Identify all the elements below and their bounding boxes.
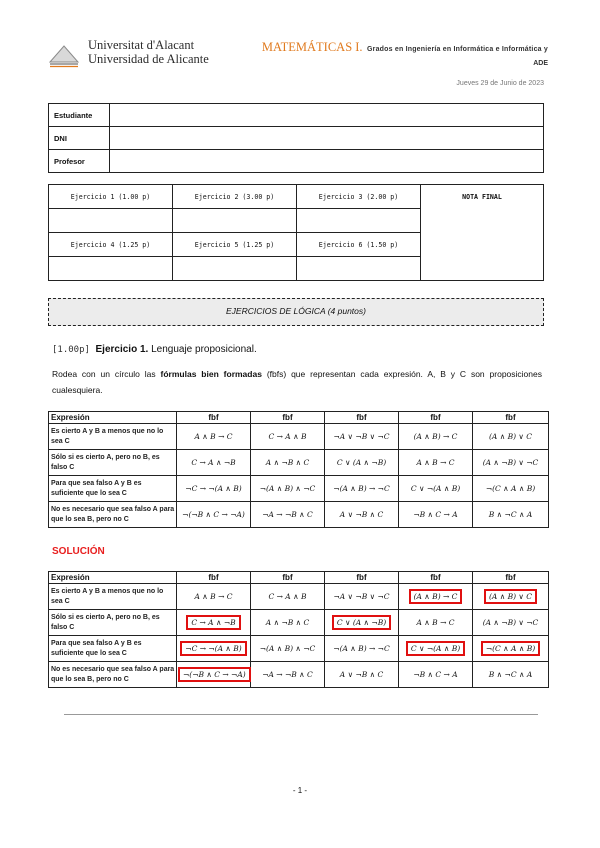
exercise-statement	[52, 366, 542, 398]
formula: ¬B ∧ C → A	[413, 510, 458, 519]
expression-cell: No es necesario que sea falso A para que lo sea B, pero no C	[49, 662, 177, 688]
formula: A ∧ B → C	[194, 432, 233, 441]
table-row	[49, 424, 549, 450]
section-banner: EJERCICIOS DE LÓGICA (4 puntos)	[48, 298, 544, 326]
expression-cell: Es cierto A y B a menos que no lo sea C	[49, 584, 177, 610]
formula: A ∧ B → C	[416, 458, 455, 467]
formula-cell[interactable]	[177, 584, 251, 610]
university-name-valencian: Universitat d'Alacant	[88, 38, 195, 52]
table-row	[49, 450, 549, 476]
formula-cell[interactable]	[325, 424, 399, 450]
student-info-table	[48, 103, 544, 173]
professor-label: Profesor	[49, 150, 110, 173]
exercise-number: Ejercicio 1.	[95, 344, 149, 355]
university-name-spanish: Universidad de Alicante	[88, 52, 209, 66]
formula-cell[interactable]	[177, 636, 251, 662]
exercise-title	[52, 344, 257, 355]
formula-cell[interactable]	[177, 502, 251, 528]
formula: A ∧ B → C	[416, 618, 455, 627]
formula-cell[interactable]	[177, 476, 251, 502]
formula-cell[interactable]	[251, 636, 325, 662]
circled-formula: ¬(C ∧ A ∧ B)	[481, 641, 540, 656]
formula-cell[interactable]	[399, 424, 473, 450]
formula-cell[interactable]	[473, 450, 549, 476]
circled-formula: ¬(¬B ∧ C → ¬A)	[178, 667, 251, 682]
formula: C → A ∧ B	[268, 432, 307, 441]
formula: (A ∧ ¬B) ∨ ¬C	[482, 618, 539, 627]
formula-cell[interactable]	[325, 450, 399, 476]
formula-cell[interactable]	[473, 584, 549, 610]
course-info	[258, 38, 548, 67]
formula: A ∨ ¬B ∧ C	[339, 510, 384, 519]
circled-formula: C ∨ (A ∧ ¬B)	[332, 615, 391, 630]
fbf-header: fbf	[251, 412, 325, 424]
formula-cell[interactable]	[473, 610, 549, 636]
fbf-header: fbf	[177, 412, 251, 424]
expression-cell: Para que sea falso A y B es suficiente que lo sea C	[49, 476, 177, 502]
formula: C → A ∧ B	[268, 592, 307, 601]
formula: ¬(A ∧ B) ∧ ¬C	[259, 644, 316, 653]
grade-header: Ejercicio 4 (1.25 p)	[49, 233, 173, 257]
fbf-header: fbf	[473, 572, 549, 584]
formula-cell[interactable]	[399, 450, 473, 476]
expression-header: Expresión	[49, 412, 177, 424]
fbf-header: fbf	[473, 412, 549, 424]
formula: (A ∧ B) ∨ C	[488, 432, 533, 441]
circled-formula: C ∨ ¬(A ∧ B)	[406, 641, 465, 656]
grade-header: Ejercicio 3 (2.00 p)	[297, 185, 421, 209]
grade-cell[interactable]	[173, 257, 297, 281]
formula-cell[interactable]	[399, 610, 473, 636]
formula-cell[interactable]	[473, 424, 549, 450]
fbf-header: fbf	[399, 572, 473, 584]
formula: A ∨ ¬B ∧ C	[339, 670, 384, 679]
formula: A ∧ ¬B ∧ C	[265, 618, 310, 627]
formula: C ∨ ¬(A ∧ B)	[410, 484, 461, 493]
solution-title: SOLUCIÓN	[52, 546, 105, 557]
statement-text: Rodea con un círculo las	[52, 369, 161, 379]
grade-header: Ejercicio 1 (1.00 p)	[49, 185, 173, 209]
exercise-points: [1.00p]	[52, 345, 90, 355]
formula-cell[interactable]	[177, 424, 251, 450]
fbf-header: fbf	[251, 572, 325, 584]
formula-cell[interactable]	[325, 476, 399, 502]
formula-cell[interactable]	[177, 450, 251, 476]
university-emblem-icon	[48, 40, 80, 68]
formula-cell[interactable]	[251, 662, 325, 688]
grade-header: Ejercicio 2 (3.00 p)	[173, 185, 297, 209]
formula: C → A ∧ ¬B	[191, 458, 236, 467]
formula-cell[interactable]	[325, 610, 399, 636]
expression-cell: No es necesario que sea falso A para que lo sea B, pero no C	[49, 502, 177, 528]
formula-cell[interactable]	[399, 636, 473, 662]
formula: ¬B ∧ C → A	[413, 670, 458, 679]
formula: B ∧ ¬C ∧ A	[488, 510, 533, 519]
degree-line: Grados en Ingeniería en Informática e Informática y	[367, 46, 548, 53]
formula-cell[interactable]	[177, 610, 251, 636]
student-field[interactable]	[110, 104, 544, 127]
grade-header: Ejercicio 5 (1.25 p)	[173, 233, 297, 257]
formula: ¬A ∨ ¬B ∨ ¬C	[333, 432, 390, 441]
formula-cell[interactable]	[251, 476, 325, 502]
formula-cell[interactable]	[325, 584, 399, 610]
formula-cell[interactable]	[399, 476, 473, 502]
table-row	[49, 610, 549, 636]
grade-cell[interactable]	[173, 209, 297, 233]
formula-cell[interactable]	[325, 502, 399, 528]
circled-formula: (A ∧ B) → C	[409, 589, 463, 604]
grade-cell[interactable]	[297, 209, 421, 233]
formula-cell[interactable]	[251, 424, 325, 450]
formula: ¬(A ∧ B) → ¬C	[333, 484, 390, 493]
formula: A ∧ ¬B ∧ C	[265, 458, 310, 467]
dni-label: DNI	[49, 127, 110, 150]
table-row	[49, 636, 549, 662]
table-row	[49, 502, 549, 528]
formula: C ∨ (A ∧ ¬B)	[336, 458, 387, 467]
formula-cell[interactable]	[251, 502, 325, 528]
expression-cell: Sólo si es cierto A, pero no B, es falso C	[49, 450, 177, 476]
formula: ¬(A ∧ B) ∧ ¬C	[259, 484, 316, 493]
formula-cell[interactable]	[399, 584, 473, 610]
formula-cell[interactable]	[399, 502, 473, 528]
final-grade-cell: NOTA FINAL	[421, 185, 544, 281]
grade-header: Ejercicio 6 (1.50 p)	[297, 233, 421, 257]
formula: ¬A ∨ ¬B ∨ ¬C	[333, 592, 390, 601]
circled-formula: (A ∧ B) ∨ C	[484, 589, 537, 604]
formula-cell[interactable]	[473, 502, 549, 528]
expression-header: Expresión	[49, 572, 177, 584]
exam-date: Jueves 29 de Junio de 2023	[456, 80, 544, 87]
formula-cell[interactable]	[325, 636, 399, 662]
formula-cell[interactable]	[473, 636, 549, 662]
footer-divider	[64, 714, 538, 715]
solution-table	[48, 571, 549, 688]
formula-cell[interactable]	[399, 662, 473, 688]
expression-cell: Es cierto A y B a menos que no lo sea C	[49, 424, 177, 450]
exercise-table	[48, 411, 549, 528]
subject-title: MATEMÁTICAS I.	[261, 40, 363, 54]
formula: (A ∧ ¬B) ∨ ¬C	[482, 458, 539, 467]
expression-cell: Sólo si es cierto A, pero no B, es falso C	[49, 610, 177, 636]
fbf-header: fbf	[325, 412, 399, 424]
formula-cell[interactable]	[325, 662, 399, 688]
formula: ¬A → ¬B ∧ C	[262, 670, 313, 679]
formula-cell[interactable]	[473, 476, 549, 502]
grade-cell[interactable]	[49, 209, 173, 233]
formula-cell[interactable]	[251, 610, 325, 636]
university-logo	[48, 38, 248, 74]
grades-table	[48, 184, 544, 281]
grade-cell[interactable]	[49, 257, 173, 281]
statement-text-end: (fbfs) que representan cada expresión. A, B y C son proposiciones cualesquiera.	[52, 369, 542, 395]
page-number: - 1 -	[292, 786, 308, 795]
formula: ¬A → ¬B ∧ C	[262, 510, 313, 519]
degree-line-2: ADE	[533, 60, 548, 67]
formula-cell[interactable]	[251, 584, 325, 610]
table-row	[49, 476, 549, 502]
fbf-header: fbf	[399, 412, 473, 424]
formula: ¬C → ¬(A ∧ B)	[185, 484, 242, 493]
formula: ¬(¬B ∧ C → ¬A)	[182, 510, 245, 519]
statement-bold: fórmulas bien formadas	[160, 369, 262, 379]
formula: ¬(A ∧ B) → ¬C	[333, 644, 390, 653]
expression-cell: Para que sea falso A y B es suficiente que lo sea C	[49, 636, 177, 662]
formula: (A ∧ B) → C	[413, 432, 458, 441]
fbf-header: fbf	[325, 572, 399, 584]
circled-formula: ¬C → ¬(A ∧ B)	[180, 641, 246, 656]
table-row	[49, 662, 549, 688]
grade-cell[interactable]	[297, 257, 421, 281]
formula: A ∧ B → C	[194, 592, 233, 601]
formula-cell[interactable]	[473, 662, 549, 688]
table-row	[49, 584, 549, 610]
formula-cell[interactable]	[177, 662, 251, 688]
professor-field[interactable]	[110, 150, 544, 173]
fbf-header: fbf	[177, 572, 251, 584]
student-label: Estudiante	[49, 104, 110, 127]
exercise-subtitle: Lenguaje proposicional.	[151, 344, 257, 355]
page-header	[48, 36, 548, 96]
formula-cell[interactable]	[251, 450, 325, 476]
formula: B ∧ ¬C ∧ A	[488, 670, 533, 679]
dni-field[interactable]	[110, 127, 544, 150]
circled-formula: C → A ∧ ¬B	[186, 615, 240, 630]
formula: ¬(C ∧ A ∧ B)	[485, 484, 536, 493]
